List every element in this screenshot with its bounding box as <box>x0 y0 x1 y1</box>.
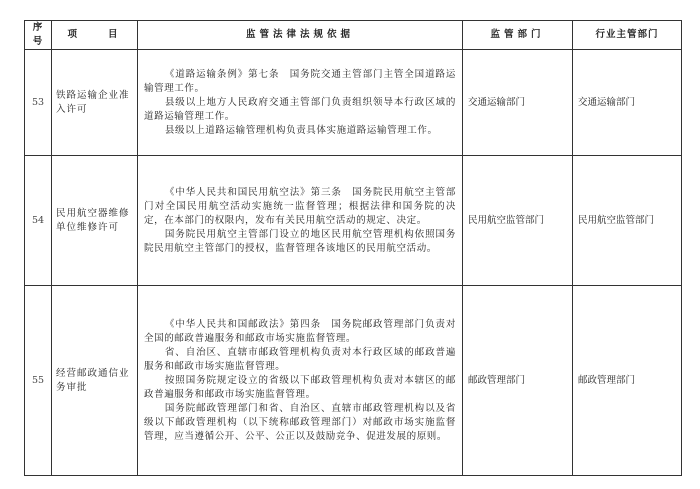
basis-paragraph: 《中华人民共和国邮政法》第四条 国务院邮政管理部门负责对全国的邮政普遍服务和邮政市场实施监督管理。 <box>144 318 456 344</box>
basis-paragraph: 国务院民用航空主管部门设立的地区民用航空管理机构依照国务院民用航空主管部门的授权，监督管理各该地区的民用航空活动。 <box>144 228 456 254</box>
basis-paragraph: 按照国务院规定设立的省级以下邮政管理机构负责对本辖区的邮政普遍服务和邮政市场实施监督管理。 <box>144 374 456 400</box>
header-item: 项 目 <box>52 21 138 50</box>
basis-paragraph: 国务院邮政管理部门和省、自治区、直辖市邮政管理机构以及省级以下邮政管理机构（以下统称邮政管理部门）对邮政市场实施监督管理，应当遵循公开、公平、公正以及鼓励竞争、促进发展的原则。 <box>144 402 456 442</box>
basis-paragraph: 《中华人民共和国民用航空法》第三条 国务院民用航空主管部门对全国民用航空活动实施统一监督管理；根据法律和国务院的决定，在本部门的权限内，发布有关民用航空活动的规定、决定。 <box>144 186 456 226</box>
table-row <box>25 286 682 476</box>
basis-paragraph: 县级以上地方人民政府交通主管部门负责组织领导本行政区域的道路运输管理工作。 <box>144 96 456 122</box>
row-seq: 55 <box>25 286 52 476</box>
header-seq: 序号 <box>25 21 52 50</box>
row-industry: 邮政管理部门 <box>573 286 682 476</box>
basis-paragraph: 县级以上道路运输管理机构负责具体实施道路运输管理工作。 <box>164 124 438 136</box>
header-dept: 监管部门 <box>463 21 573 50</box>
row-item: 民用航空器维修单位维修许可 <box>52 156 138 286</box>
regulation-table <box>24 20 682 476</box>
row-dept: 交通运输部门 <box>463 50 573 156</box>
row-seq: 53 <box>25 50 52 156</box>
row-dept: 民用航空监管部门 <box>463 156 573 286</box>
header-industry: 行业主管部门 <box>573 21 682 50</box>
header-row <box>25 21 682 50</box>
table-row <box>25 50 682 156</box>
row-dept: 邮政管理部门 <box>463 286 573 476</box>
row-industry: 交通运输部门 <box>573 50 682 156</box>
header-basis: 监管法律法规依据 <box>138 21 463 50</box>
row-basis <box>138 156 463 286</box>
basis-paragraph: 《道路运输条例》第七条 国务院交通主管部门主管全国道路运输管理工作。 <box>144 68 456 94</box>
basis-paragraph: 省、自治区、直辖市邮政管理机构负责对本行政区域的邮政普遍服务和邮政市场实施监督管理。 <box>144 346 456 372</box>
row-seq: 54 <box>25 156 52 286</box>
row-item: 经营邮政通信业务审批 <box>52 286 138 476</box>
row-industry: 民用航空监管部门 <box>573 156 682 286</box>
row-basis <box>138 50 463 156</box>
row-item: 铁路运输企业准入许可 <box>52 50 138 156</box>
table-row <box>25 156 682 286</box>
row-basis <box>138 286 463 476</box>
